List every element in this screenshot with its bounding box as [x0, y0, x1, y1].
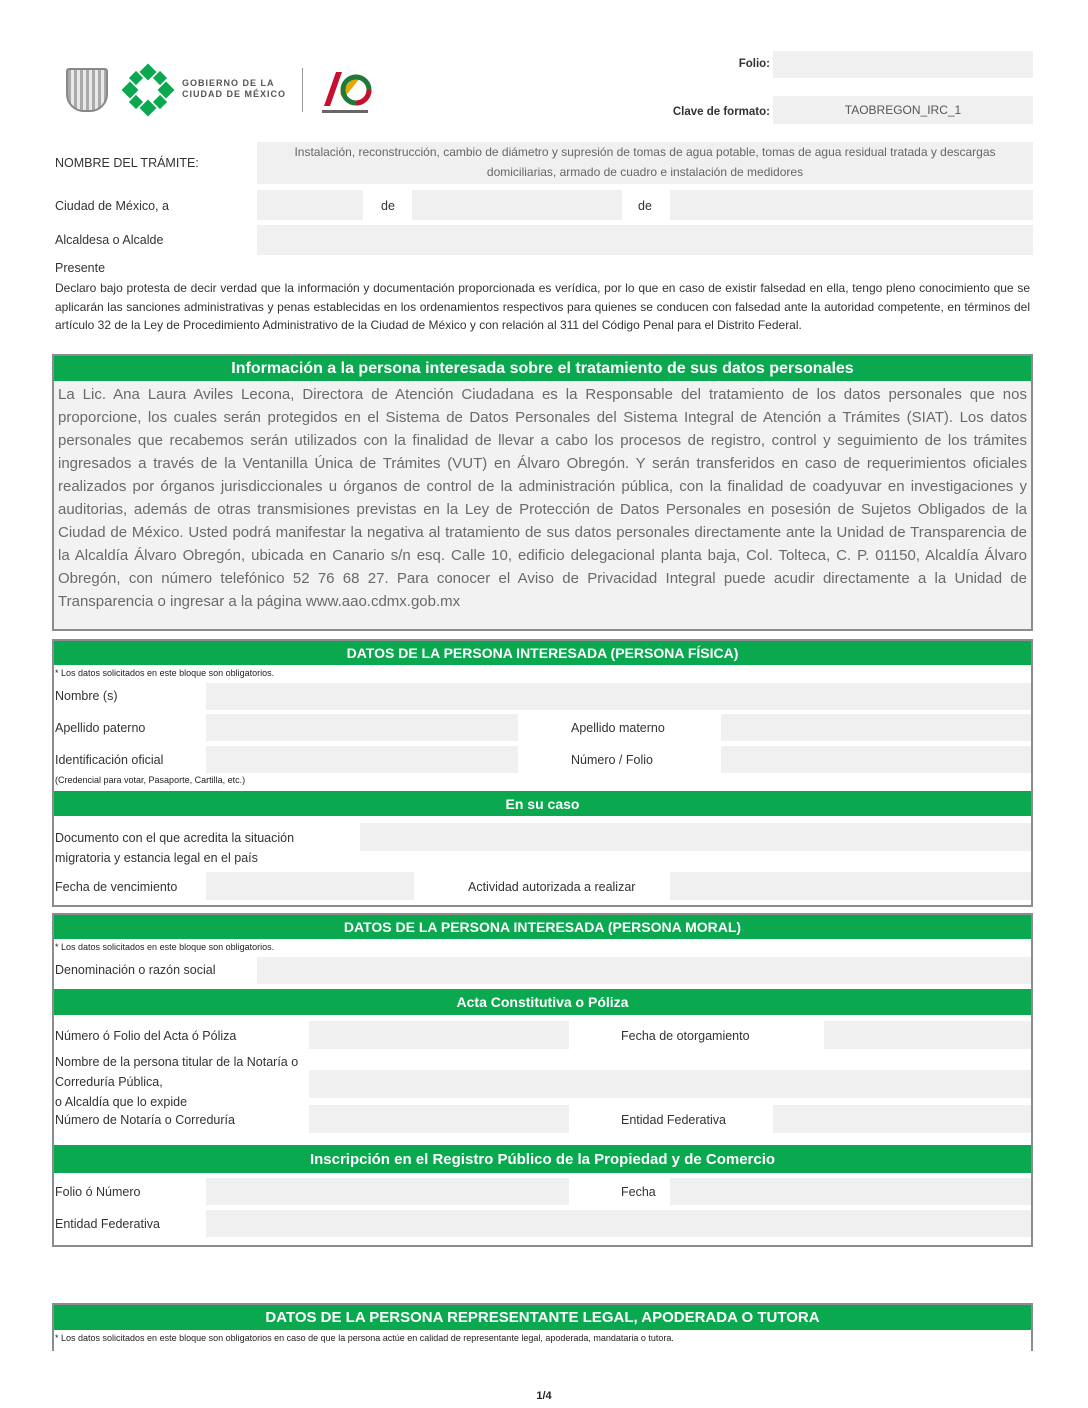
fecha-mes-field[interactable] [412, 190, 622, 220]
numero-acta-label: Número ó Folio del Acta ó Póliza [55, 1029, 237, 1043]
numero-folio-field[interactable] [721, 746, 1031, 773]
logo-divider [302, 68, 303, 112]
privacidad-text: La Lic. Ana Laura Aviles Lecona, Directora de Atención Ciudadana es la Responsable del tratamiento de los datos personales que nos proporcione, los cuales serán protegidos en el Sistema de Datos Personales del Sistema Integral de Atención a Trámites (SIAT). Los datos personales que recabemos serán utilizados con la finalidad de llevar a cabo los procesos de registro, control y seguimiento de los trámites ingresados a través de la Ventanilla Única de Trámites (VUT) en Álvaro Obregón. Y serán transferidos en caso de requerimientos oficiales realizados por órganos jurisdiccionales u órganos de control de la administración pública, con la finalidad de coadyuvar en investigaciones y auditorias, además de otras transmisiones previstas en la Ley de Protección de Datos Personales en posesión de Sujetos Obligados de la Ciudad de México. Usted podrá manifestar la negativa al tratamiento de sus datos personales directamente ante la Unidad de Transparencia de la Alcaldía Álvaro Obregón, ubicada en Canario s/n esq. Calle 10, edificio delegacional planta baja, Col. Tolteca, C. P. 01150, Alcaldía Álvaro Obregón, con número telefónico 52 76 68 27. Para conocer el Aviso de Privacidad Integral puede acudir directamente a la Unidad de Transparencia o ingresar a la página www.aao.cdmx.gob.mx [54, 381, 1031, 629]
entidad-federativa-label: Entidad Federativa [621, 1113, 726, 1127]
identificacion-label: Identificación oficial [55, 753, 164, 767]
fecha-vencimiento-field[interactable] [206, 872, 414, 900]
fecha-otorgamiento-label: Fecha de otorgamiento [621, 1029, 750, 1043]
gov-line1: GOBIERNO DE LA [182, 78, 275, 88]
denominacion-label: Denominación o razón social [55, 963, 216, 977]
notario-line3: o Alcaldía que lo expide [55, 1095, 188, 1109]
representante-note: * Los datos solicitados en este bloque son obligatorios en caso de que la persona actúe en calidad de representante legal, apoderada, mandataria o tutora. [55, 1333, 674, 1343]
apellido-paterno-label: Apellido paterno [55, 721, 146, 735]
declaracion-text: Declaro bajo protesta de decir verdad que la información y documentación proporcionada es verídica, por lo que en caso de existir falsedad en ella, tengo pleno conocimiento que se aplicarán las sanciones administrativas y penas establecidas en los ordenamientos respectivos para quienes se conducen con falsedad ante la autoridad competente, en términos del artículo 32 de la Ley de Procedimiento Administrativo de la Ciudad de México y con relación al 311 del Código Penal para el Distrito Federal. [55, 281, 1030, 332]
cdmx-star-logo-icon [122, 64, 174, 116]
logo-bar [62, 62, 382, 118]
documento-migratorio-field[interactable] [360, 823, 1031, 851]
persona-moral-note: * Los datos solicitados en este bloque son obligatorios. [55, 942, 275, 952]
fecha-dia-field[interactable] [257, 190, 363, 220]
privacidad-box [52, 354, 1033, 631]
notario-label [55, 1052, 299, 1109]
gov-line2: CIUDAD DE MÉXICO [182, 89, 287, 99]
persona-fisica-note: * Los datos solicitados en este bloque son obligatorios. [55, 668, 275, 678]
notario-line2: Correduría Pública, [55, 1075, 163, 1089]
actividad-field[interactable] [670, 872, 1031, 900]
persona-fisica-title: DATOS DE LA PERSONA INTERESADA (PERSONA FÍSICA) [54, 641, 1031, 665]
tramite-line2: domiciliarias, armado de cuadro e instalación de medidores [486, 165, 804, 179]
apellido-paterno-field[interactable] [206, 714, 518, 741]
numero-folio-label: Número / Folio [571, 753, 653, 767]
clave-formato-field[interactable]: TAOBREGON_IRC_1 [773, 96, 1033, 124]
identificacion-field[interactable] [206, 746, 518, 773]
nombre-field[interactable] [206, 683, 1031, 710]
fecha-registro-field[interactable] [670, 1178, 1031, 1205]
ao-anniversary-logo-icon [314, 66, 376, 116]
fecha-label: Ciudad de México, a [55, 199, 169, 213]
documento-line2: migratoria y estancia legal en el país [55, 851, 258, 865]
numero-notaria-label: Número de Notaría o Correduría [55, 1113, 235, 1127]
tramite-field[interactable] [257, 142, 1033, 184]
fecha-anio-field[interactable] [670, 190, 1033, 220]
entidad-registro-field[interactable] [206, 1210, 1031, 1237]
fecha-de1: de [381, 199, 395, 213]
identificacion-note: (Credencial para votar, Pasaporte, Cartilla, etc.) [55, 775, 246, 785]
fecha-vencimiento-label: Fecha de vencimiento [55, 880, 178, 894]
registro-publico-title: Inscripción en el Registro Público de la Propiedad y de Comercio [54, 1145, 1031, 1173]
privacidad-title: Información a la persona interesada sobre el tratamiento de sus datos personales [54, 356, 1031, 381]
tramite-label: NOMBRE DEL TRÁMITE: [55, 156, 199, 170]
folio-field[interactable] [773, 51, 1033, 78]
documento-line1: Documento con el que acredita la situación [55, 831, 295, 845]
fecha-otorgamiento-field[interactable] [824, 1021, 1031, 1049]
clave-formato-label: Clave de formato: [672, 106, 770, 118]
apellido-materno-field[interactable] [721, 714, 1031, 741]
numero-notaria-field[interactable] [309, 1105, 569, 1133]
fecha-registro-label: Fecha [621, 1185, 656, 1199]
en-su-caso-title: En su caso [54, 791, 1031, 816]
documento-migratorio-label [55, 828, 294, 868]
representante-title: DATOS DE LA PERSONA REPRESENTANTE LEGAL, APODERADA O TUTORA [54, 1305, 1031, 1330]
city-shield-icon [66, 68, 108, 112]
acta-constitutiva-title: Acta Constitutiva o Póliza [54, 989, 1031, 1015]
notario-line1: Nombre de la persona titular de la Notaría o [55, 1055, 299, 1069]
actividad-label: Actividad autorizada a realizar [468, 880, 636, 894]
fecha-de2: de [638, 199, 652, 213]
denominacion-field[interactable] [257, 957, 1031, 984]
notario-field[interactable] [309, 1070, 1031, 1098]
apellido-materno-label: Apellido materno [571, 721, 665, 735]
entidad-registro-label: Entidad Federativa [55, 1217, 160, 1231]
folio-label: Folio: [738, 58, 770, 70]
tramite-line1: Instalación, reconstrucción, cambio de diámetro y supresión de tomas de agua potable, tomas de agua residual tratada y descargas [294, 145, 996, 159]
numero-acta-field[interactable] [309, 1021, 569, 1049]
folio-numero-label: Folio ó Número [55, 1185, 141, 1199]
alcaldesa-label: Alcaldesa o Alcalde [55, 233, 164, 247]
nombre-label: Nombre (s) [55, 689, 118, 703]
entidad-federativa-field[interactable] [773, 1105, 1031, 1133]
folio-numero-field[interactable] [206, 1178, 569, 1205]
presente-label: Presente [55, 261, 106, 275]
alcaldesa-field[interactable] [257, 225, 1033, 255]
persona-moral-title: DATOS DE LA PERSONA INTERESADA (PERSONA MORAL) [54, 915, 1031, 939]
page-number: 1/4 [536, 1390, 552, 1402]
